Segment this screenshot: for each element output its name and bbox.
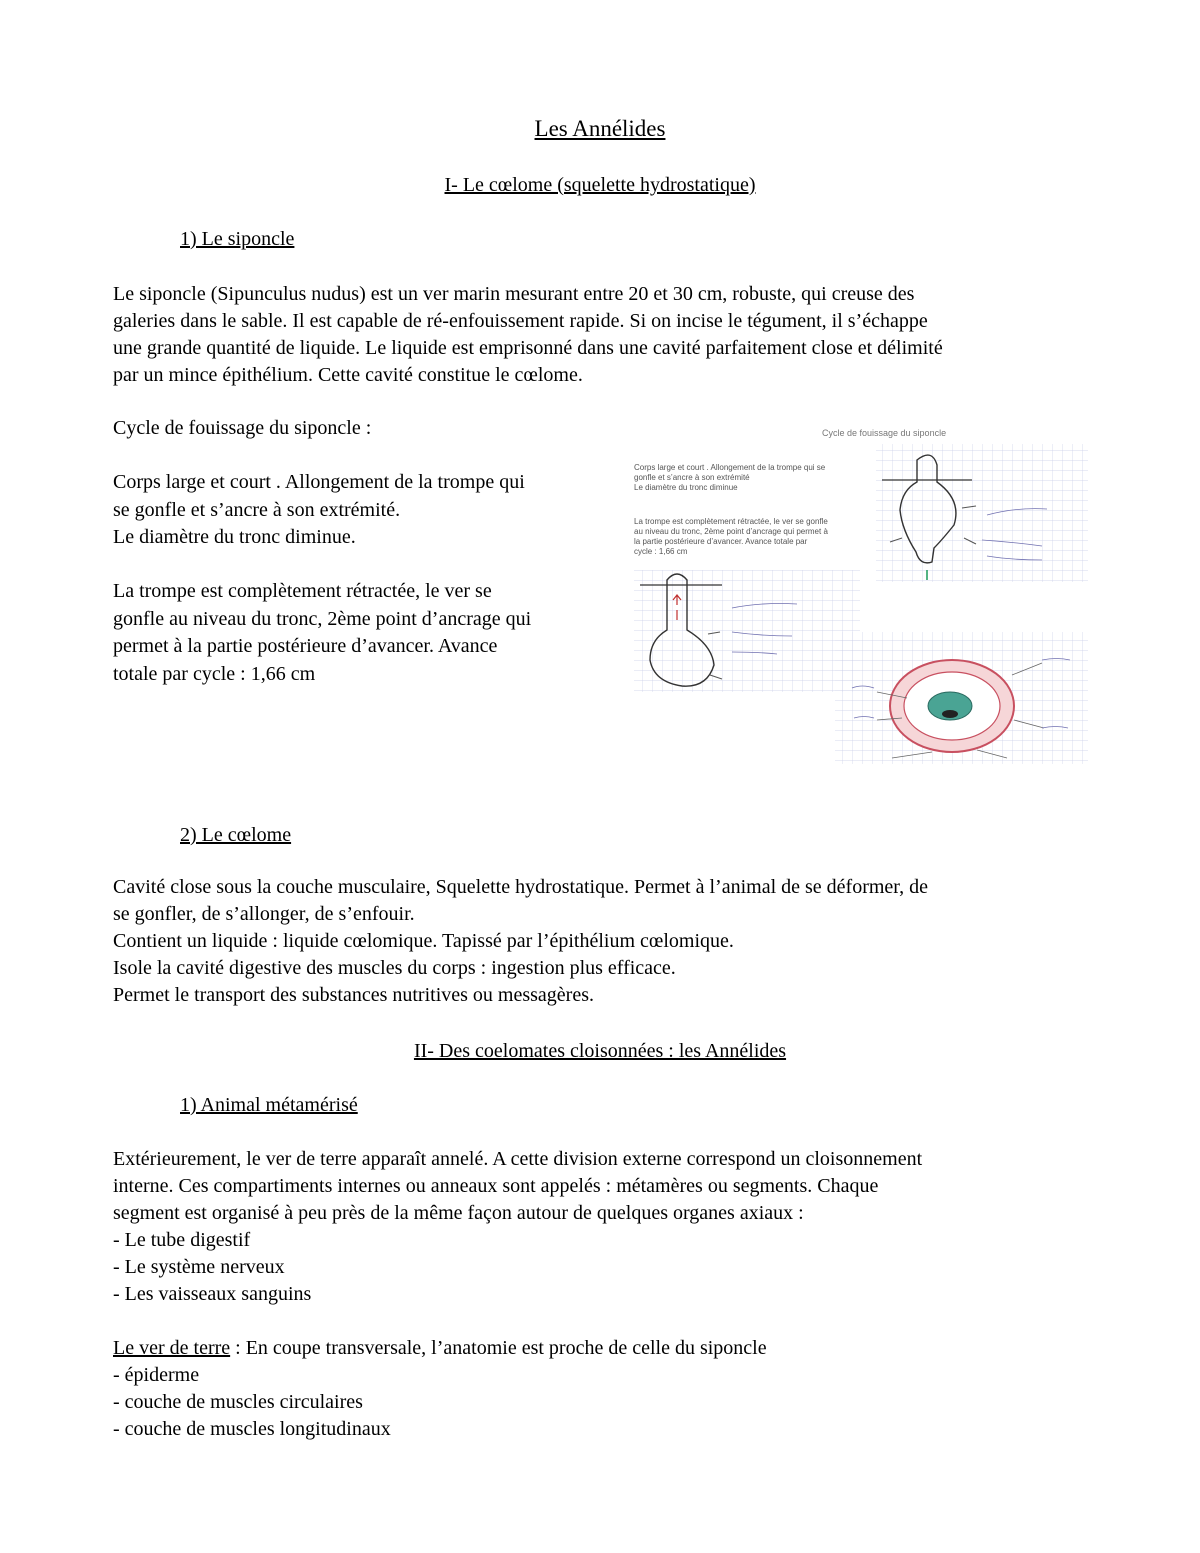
intro-line: Le siponcle (Sipunculus nudus) est un ver marin mesurant entre 20 et 30 cm, robuste, qui creuse des xyxy=(113,283,915,305)
cycle-step-1 xyxy=(113,469,613,552)
step-line: Le diamètre du tronc diminue. xyxy=(113,526,356,548)
step-line: La trompe est complètement rétractée, le ver se xyxy=(113,580,492,602)
figure-text-line: La trompe est complètement rétractée, le ver se gonfle xyxy=(634,517,828,526)
figure-text-line: au niveau du tronc, 2ème point d’ancrage qui permet à xyxy=(634,527,828,536)
metamerise-paragraph xyxy=(113,1146,1103,1308)
subsection-metamerise-heading: 1) Animal métamérisé xyxy=(180,1094,358,1116)
layer-item: - couche de muscles longitudinaux xyxy=(113,1418,391,1440)
figure-text-line: cycle : 1,66 cm xyxy=(634,547,688,556)
ver-de-terre-paragraph xyxy=(113,1335,1103,1443)
figure-text-line: gonfle et s’ancre à son extrémité xyxy=(634,473,750,482)
ver-de-terre-line xyxy=(113,1335,1103,1362)
figure-caption: Cycle de fouissage du siponcle xyxy=(822,428,947,438)
coelome-line: Isole la cavité digestive des muscles du corps : ingestion plus efficace. xyxy=(113,957,676,979)
siponcle-drawing-elongation xyxy=(876,444,1088,582)
metamerise-line: segment est organisé à peu près de la même façon autour de quelques organes axiaux : xyxy=(113,1202,804,1224)
organ-item: - Le tube digestif xyxy=(113,1229,251,1251)
step-line: se gonfle et s’ancre à son extrémité. xyxy=(113,498,401,521)
metamerise-line: interne. Ces compartiments internes ou anneaux sont appelés : métamères ou segments. Chaque xyxy=(113,1175,879,1197)
page-title: Les Annélides xyxy=(534,116,666,141)
cycle-step-2 xyxy=(113,578,613,688)
section-1-heading: I- Le cœlome (squelette hydrostatique) xyxy=(444,174,756,196)
intro-line: une grande quantité de liquide. Le liquide est emprisonné dans une cavité parfaitement close et délimité xyxy=(113,337,943,359)
coelome-line: Cavité close sous la couche musculaire, Squelette hydrostatique. Permet à l’animal de se déformer, de xyxy=(113,876,929,898)
subsection-siponcle-heading: 1) Le siponcle xyxy=(180,228,295,250)
step-line: permet à la partie postérieure d’avancer. Avance xyxy=(113,635,498,657)
intro-line: par un mince épithélium. Cette cavité constitue le cœlome. xyxy=(113,364,583,386)
coelome-line: Contient un liquide : liquide cœlomique. Tapissé par l’épithélium cœlomique. xyxy=(113,930,734,952)
ver-de-terre-label: Le ver de terre xyxy=(113,1337,231,1359)
coelome-paragraph xyxy=(113,874,1103,1009)
metamerise-line: Extérieurement, le ver de terre apparaît annelé. A cette division externe correspond un cloisonnement xyxy=(113,1148,923,1170)
siponcle-drawing-retraction xyxy=(634,570,860,692)
figure-text-line: Le diamètre du tronc diminue xyxy=(634,483,738,492)
layer-item: - couche de muscles circulaires xyxy=(113,1391,363,1413)
coelome-line: Permet le transport des substances nutritives ou messagères. xyxy=(113,984,594,1006)
coelome-line: se gonfler, de s’allonger, de s’enfouir. xyxy=(113,903,415,925)
figure-text-line: Corps large et court . Allongement de la trompe qui se xyxy=(634,463,826,472)
step-line: Corps large et court . Allongement de la trompe qui xyxy=(113,471,525,493)
intro-line: galeries dans le sable. Il est capable de ré-enfouissement rapide. Si on incise le tégument, il s’échappe xyxy=(113,310,928,332)
ver-de-terre-text: : En coupe transversale, l’anatomie est proche de celle du siponcle xyxy=(230,1337,767,1359)
subsection-coelome-heading: 2) Le cœlome xyxy=(180,824,292,846)
cycle-label: Cycle de fouissage du siponcle : xyxy=(113,417,372,439)
siponcle-cycle-figure xyxy=(632,420,1090,770)
siponcle-cross-section-drawing xyxy=(835,632,1088,764)
layer-item: - épiderme xyxy=(113,1364,200,1386)
figure-text-block-1 xyxy=(634,463,826,492)
organ-item: - Le système nerveux xyxy=(113,1256,285,1278)
siponcle-intro-paragraph xyxy=(113,281,1103,389)
figure-text-block-2 xyxy=(634,517,828,556)
figure-text-line: la partie postérieure d’avancer. Avance totale par xyxy=(634,537,808,546)
organ-item: - Les vaisseaux sanguins xyxy=(113,1283,312,1305)
step-line: totale par cycle : 1,66 cm xyxy=(113,662,316,685)
section-2-heading: II- Des coelomates cloisonnées : les Annélides xyxy=(413,1040,787,1062)
step-line: gonfle au niveau du tronc, 2ème point d’ancrage qui xyxy=(113,607,532,630)
